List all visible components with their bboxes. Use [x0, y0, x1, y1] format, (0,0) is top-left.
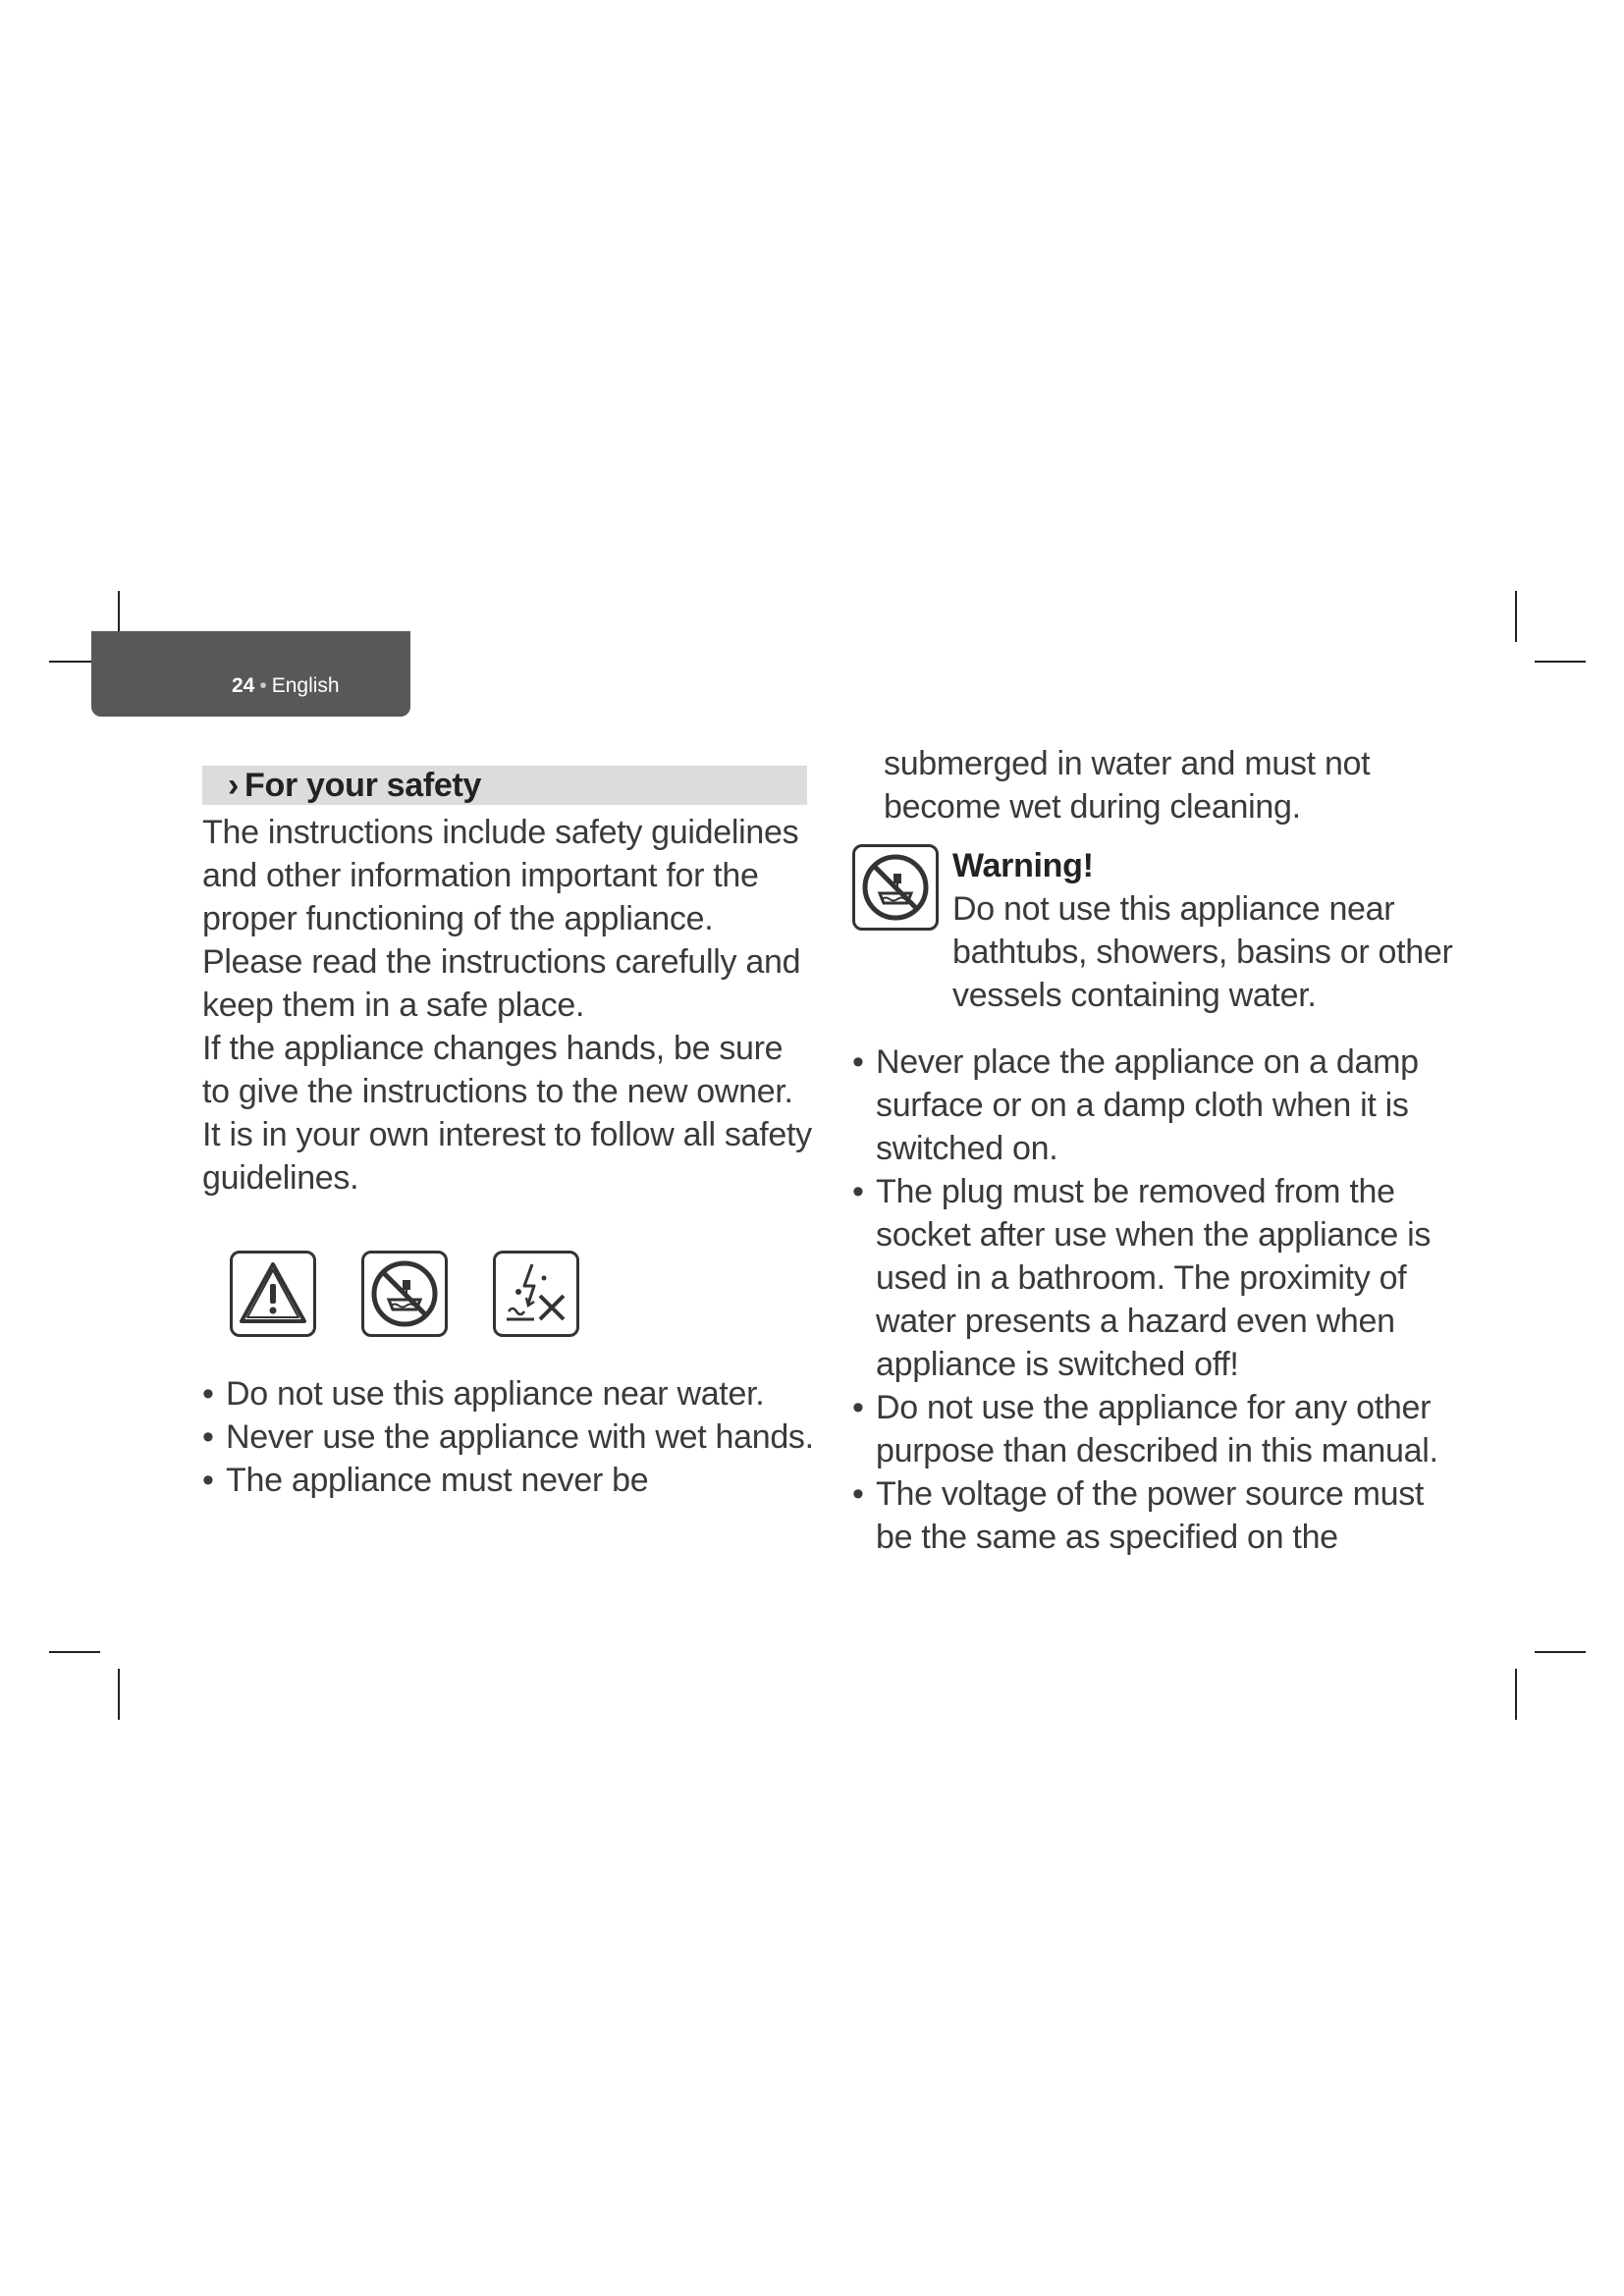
warning-block — [852, 844, 1461, 1017]
warning-text: Do not use this appliance near bathtubs, showers, basins or other vessels containing water. — [952, 890, 1453, 1014]
right-column — [852, 742, 1461, 1559]
section-heading — [202, 766, 807, 805]
list-item: • Never place the appliance on a damp surface or on a damp cloth when it is switched on. — [852, 1041, 1461, 1170]
list-item: • The appliance must never be — [202, 1459, 817, 1502]
intro-paragraph: It is in your own interest to follow all safety guidelines. — [202, 1116, 812, 1197]
left-bullet-list — [202, 1372, 817, 1502]
list-item: • Do not use this appliance near water. — [202, 1372, 817, 1415]
list-item: • Never use the appliance with wet hands. — [202, 1415, 817, 1459]
safety-symbols — [230, 1251, 817, 1337]
page-number: 24 — [232, 674, 255, 697]
crop-mark — [49, 1651, 100, 1653]
crop-mark — [1535, 1651, 1586, 1653]
page-tab — [91, 631, 410, 717]
warning-title: Warning! — [952, 847, 1094, 884]
crop-mark — [118, 1669, 120, 1720]
no-water-bath-icon — [852, 844, 939, 931]
warning-triangle-icon — [230, 1251, 316, 1337]
left-column — [202, 766, 817, 1502]
no-water-bath-icon — [361, 1251, 448, 1337]
continued-text: submerged in water and must not become wet during cleaning. — [884, 745, 1371, 826]
intro-paragraph: If the appliance changes hands, be sure to give the instructions to the new owner. — [202, 1030, 793, 1110]
crop-mark — [1515, 591, 1517, 642]
page-tab-label — [232, 674, 340, 698]
list-item: • Do not use the appliance for any other purpose than described in this manual. — [852, 1386, 1461, 1472]
right-bullet-list — [852, 1041, 1461, 1559]
page-language: English — [271, 674, 340, 697]
chevron-right-icon: › — [228, 767, 240, 804]
list-item: • The voltage of the power source must be the same as specified on the — [852, 1472, 1461, 1559]
page-tab-separator: • — [259, 674, 267, 697]
crop-mark — [1515, 1669, 1517, 1720]
list-item: • The plug must be removed from the socket after use when the appliance is used in a bathroom. The proximity of water presents a hazard even when appliance is switched off! — [852, 1170, 1461, 1386]
intro-paragraph: Please read the instructions carefully and keep them in a safe place. — [202, 943, 801, 1024]
crop-mark — [1535, 661, 1586, 663]
section-heading-text: For your safety — [244, 767, 482, 804]
intro-paragraph: The instructions include safety guidelines and other information important for the proper functioning of the appliance. — [202, 814, 799, 937]
electric-shock-icon — [493, 1251, 579, 1337]
warning-text-block — [952, 844, 1461, 1017]
